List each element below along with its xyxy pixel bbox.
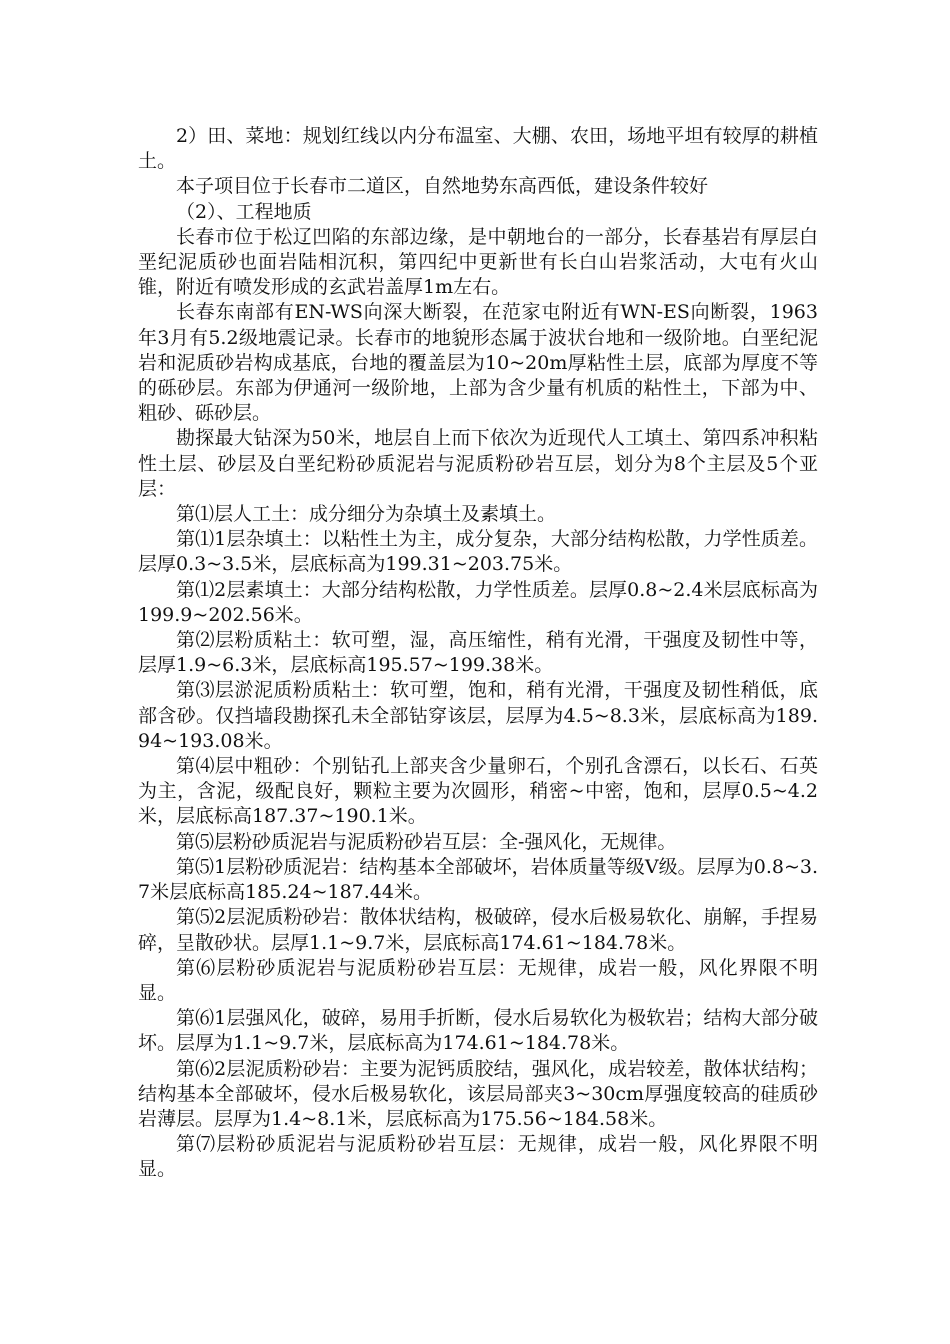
paragraph-regional-geology: 长春市位于松辽凹陷的东部边缘，是中朝地台的一部分，长春基岩有厚层白垩纪泥质砂也面岩陆相沉积，第四纪中更新世有长白山岩浆活动，大屯有火山锥，附近有喷发形成的玄武岩盖厚1m左右。 <box>138 225 818 299</box>
paragraph-layer-5-2: 第⑸2层泥质粉砂岩：散体状结构，极破碎，侵水后极易软化、崩解，手捏易碎，呈散砂状。层厚1.1~9.7米，层底标高174.61~184.78米。 <box>138 906 818 954</box>
paragraph-layer-6: 第⑹层粉砂质泥岩与泥质粉砂岩互层：无规律，成岩一般，风化界限不明显。 <box>138 956 818 1004</box>
paragraph-layer-5: 第⑸层粉砂质泥岩与泥质粉砂岩互层：全-强风化，无规律。 <box>176 830 677 853</box>
paragraph-faults-landform: 长春东南部有EN-WS向深大断裂，在范家屯附近有WN-ES向断裂，1963年3月有5.2级地震记录。长春市的地貌形态属于波状台地和一级阶地。白垩纪泥岩和泥质砂岩构成基底，台地的覆盖层为10~20m厚粘性土层，底部为厚度不等的砾砂层。东部为伊通河一级阶地，上部为含少量有机质的粘性土，下部为中、粗砂、砾砂层。 <box>138 301 818 425</box>
paragraph-layer-4: 第⑷层中粗砂：个别钻孔上部夹含少量卵石，个别孔含漂石，以长石、石英为主，含泥，级配良好，颗粒主要为次圆形，稍密~中密，饱和，层厚0.5~4.2米，层底标高187.37~190.1米。 <box>138 755 818 828</box>
paragraph-drilling-summary: 勘探最大钻深为50米，地层自上而下依次为近现代人工填土、第四系冲积粘性土层、砂层及白垩纪粉砂质泥岩与泥质粉砂岩互层，划分为8个主层及5个亚层： <box>138 427 818 500</box>
paragraph-layer-3: 第⑶层淤泥质粉质粘土：软可塑，饱和，稍有光滑，干强度及韧性稍低，底部含砂。仅挡墙段勘探孔未全部钻穿该层，层厚为4.5~8.3米，层底标高为189.94~193.08米。 <box>138 679 818 752</box>
paragraph-layer-6-2: 第⑹2层泥质粉砂岩：主要为泥钙质胶结，强风化，成岩较差，散体状结构；结构基本全部破坏，侵水后极易软化，该层局部夹3~30cm厚强度较高的硅质砂岩薄层。层厚为1.4~8.1米，层底标高为175.56~184.58米。 <box>138 1057 818 1130</box>
document-body <box>138 124 818 1183</box>
paragraph-field-land: 2）田、菜地：规划红线以内分布温室、大棚、农田，场地平坦有较厚的耕植土。 <box>138 125 818 173</box>
paragraph-layer-1-1: 第⑴1层杂填土：以粘性土为主，成分复杂，大部分结构松散，力学性质差。层厚0.3~3.5米，层底标高为199.31~203.75米。 <box>138 528 818 576</box>
paragraph-layer-2: 第⑵层粉质粘土：软可塑，湿，高压缩性，稍有光滑，干强度及韧性中等，层厚1.9~6.3米，层底标高195.57~199.38米。 <box>138 629 818 677</box>
paragraph-layer-5-1: 第⑸1层粉砂质泥岩：结构基本全部破坏，岩体质量等级Ⅴ级。层厚为0.8~3.7米层底标高185.24~187.44米。 <box>138 855 818 904</box>
section-heading-engineering-geology: （2）、工程地质 <box>176 200 312 223</box>
paragraph-layer-7: 第⑺层粉砂质泥岩与泥质粉砂岩互层：无规律，成岩一般，风化界限不明显。 <box>138 1133 818 1181</box>
paragraph-layer-1: 第⑴层人工土：成分细分为杂填土及素填土。 <box>176 503 557 526</box>
paragraph-layer-6-1: 第⑹1层强风化，破碎，易用手折断，侵水后易软化为极软岩；结构大部分破坏。层厚为1.1~9.7米，层底标高为174.61~184.78米。 <box>138 1007 818 1055</box>
paragraph-layer-1-2: 第⑴2层素填土：大部分结构松散，力学性质差。层厚0.8~2.4米层底标高为199.9~202.56米。 <box>138 578 818 626</box>
paragraph-project-location: 本子项目位于长春市二道区，自然地势东高西低，建设条件较好 <box>176 175 709 198</box>
